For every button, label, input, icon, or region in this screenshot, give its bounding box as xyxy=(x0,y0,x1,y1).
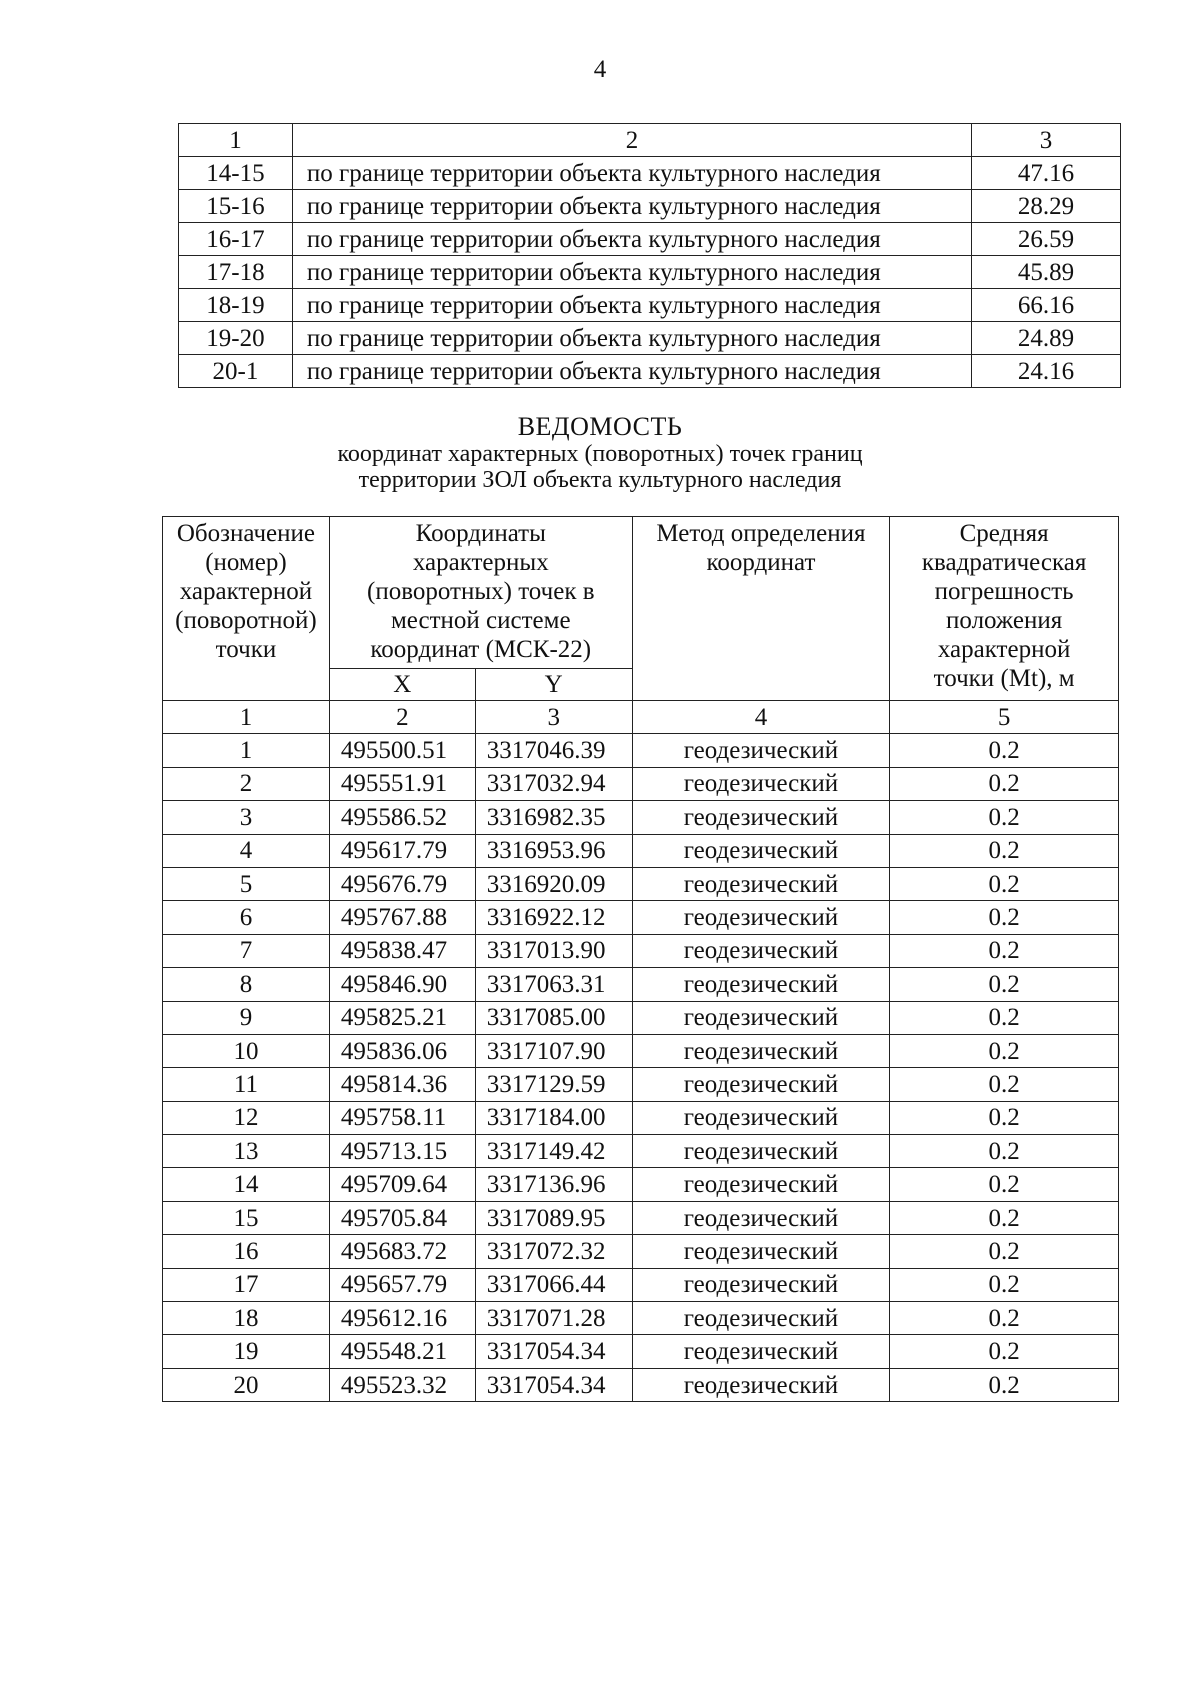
segment-id: 16-17 xyxy=(179,223,293,256)
coordinate-x: 495758.11 xyxy=(329,1101,475,1134)
segment-id: 19-20 xyxy=(179,322,293,355)
coordinate-x: 495586.52 xyxy=(329,801,475,834)
segments-header-row xyxy=(179,124,1121,157)
mean-square-error: 0.2 xyxy=(890,801,1119,834)
determination-method: геодезический xyxy=(632,1135,890,1168)
determination-method: геодезический xyxy=(632,934,890,967)
coordinate-row xyxy=(163,1001,1119,1034)
point-number: 2 xyxy=(163,767,330,800)
segment-row xyxy=(179,322,1121,355)
coordinate-y: 3317089.95 xyxy=(475,1201,632,1234)
mean-square-error: 0.2 xyxy=(890,901,1119,934)
mean-square-error: 0.2 xyxy=(890,1135,1119,1168)
point-number: 18 xyxy=(163,1302,330,1335)
coordinate-x: 495825.21 xyxy=(329,1001,475,1034)
mean-square-error: 0.2 xyxy=(890,934,1119,967)
coordinate-row xyxy=(163,867,1119,900)
coordinate-x: 495548.21 xyxy=(329,1335,475,1368)
coordinate-x: 495846.90 xyxy=(329,968,475,1001)
coordinate-x: 495767.88 xyxy=(329,901,475,934)
header-designation: Обозначение (номер) характерной (поворотной) точки xyxy=(163,517,330,701)
segment-row xyxy=(179,157,1121,190)
coordinate-y: 3317054.34 xyxy=(475,1368,632,1401)
coordinate-row xyxy=(163,1168,1119,1201)
mean-square-error: 0.2 xyxy=(890,1001,1119,1034)
coordinate-y: 3317136.96 xyxy=(475,1168,632,1201)
determination-method: геодезический xyxy=(632,1201,890,1234)
segment-description: по границе территории объекта культурного наследия xyxy=(292,322,971,355)
segment-description: по границе территории объекта культурного наследия xyxy=(292,223,971,256)
point-number: 3 xyxy=(163,801,330,834)
coordinate-row xyxy=(163,1335,1119,1368)
coordinate-y: 3317107.90 xyxy=(475,1034,632,1067)
point-number: 15 xyxy=(163,1201,330,1234)
segment-id: 14-15 xyxy=(179,157,293,190)
coordinate-row xyxy=(163,1201,1119,1234)
segment-length: 26.59 xyxy=(972,223,1121,256)
mean-square-error: 0.2 xyxy=(890,1168,1119,1201)
point-number: 10 xyxy=(163,1034,330,1067)
statement-title: ВЕДОМОСТЬ xyxy=(517,412,683,441)
coordinate-row xyxy=(163,767,1119,800)
coordinate-x: 495657.79 xyxy=(329,1268,475,1301)
mean-square-error: 0.2 xyxy=(890,1068,1119,1101)
coordinate-y: 3316922.12 xyxy=(475,901,632,934)
statement-subtitle-line-2: территории ЗОЛ объекта культурного наследия xyxy=(358,467,842,493)
segment-length: 24.16 xyxy=(972,355,1121,388)
column-number-4: 4 xyxy=(632,701,890,734)
segment-description: по границе территории объекта культурного наследия xyxy=(292,157,971,190)
column-number-1: 1 xyxy=(163,701,330,734)
segments-table xyxy=(178,123,1121,388)
header-x: X xyxy=(329,669,475,701)
coordinate-row xyxy=(163,1268,1119,1301)
coordinate-y: 3317129.59 xyxy=(475,1068,632,1101)
coordinate-y: 3317032.94 xyxy=(475,767,632,800)
coordinate-y: 3317063.31 xyxy=(475,968,632,1001)
coordinate-y: 3317085.00 xyxy=(475,1001,632,1034)
segment-description: по границе территории объекта культурного наследия xyxy=(292,190,971,223)
mean-square-error: 0.2 xyxy=(890,1302,1119,1335)
segment-id: 18-19 xyxy=(179,289,293,322)
coordinate-y: 3317184.00 xyxy=(475,1101,632,1134)
mean-square-error: 0.2 xyxy=(890,1335,1119,1368)
coordinate-x: 495500.51 xyxy=(329,734,475,767)
determination-method: геодезический xyxy=(632,834,890,867)
segment-length: 66.16 xyxy=(972,289,1121,322)
segment-row xyxy=(179,355,1121,388)
determination-method: геодезический xyxy=(632,1034,890,1067)
coordinate-y: 3317054.34 xyxy=(475,1335,632,1368)
segment-id: 17-18 xyxy=(179,256,293,289)
coordinate-x: 495709.64 xyxy=(329,1168,475,1201)
mean-square-error: 0.2 xyxy=(890,767,1119,800)
point-number: 8 xyxy=(163,968,330,1001)
determination-method: геодезический xyxy=(632,1068,890,1101)
segments-header-col-3: 3 xyxy=(972,124,1121,157)
point-number: 14 xyxy=(163,1168,330,1201)
mean-square-error: 0.2 xyxy=(890,1368,1119,1401)
mean-square-error: 0.2 xyxy=(890,834,1119,867)
segment-description: по границе территории объекта культурного наследия xyxy=(292,289,971,322)
coordinate-x: 495683.72 xyxy=(329,1235,475,1268)
coordinate-row xyxy=(163,1101,1119,1134)
coordinate-y: 3317066.44 xyxy=(475,1268,632,1301)
coordinate-row xyxy=(163,1368,1119,1401)
mean-square-error: 0.2 xyxy=(890,1201,1119,1234)
coordinate-y: 3317072.32 xyxy=(475,1235,632,1268)
coordinate-x: 495836.06 xyxy=(329,1034,475,1067)
segment-description: по границе территории объекта культурного наследия xyxy=(292,355,971,388)
coordinate-row xyxy=(163,801,1119,834)
mean-square-error: 0.2 xyxy=(890,1101,1119,1134)
point-number: 9 xyxy=(163,1001,330,1034)
segment-length: 28.29 xyxy=(972,190,1121,223)
coordinate-x: 495838.47 xyxy=(329,934,475,967)
coordinate-y: 3317013.90 xyxy=(475,934,632,967)
segment-row xyxy=(179,289,1121,322)
point-number: 7 xyxy=(163,934,330,967)
determination-method: геодезический xyxy=(632,1235,890,1268)
point-number: 19 xyxy=(163,1335,330,1368)
coordinate-row xyxy=(163,1068,1119,1101)
coordinate-y: 3317149.42 xyxy=(475,1135,632,1168)
segment-id: 20-1 xyxy=(179,355,293,388)
coordinate-x: 495617.79 xyxy=(329,834,475,867)
coordinates-table xyxy=(162,516,1119,1402)
header-coordinates: Координаты характерных (поворотных) точек в местной системе координат (МСК-22) xyxy=(329,517,632,669)
column-number-5: 5 xyxy=(890,701,1119,734)
coordinate-y: 3316920.09 xyxy=(475,867,632,900)
determination-method: геодезический xyxy=(632,734,890,767)
coordinate-y: 3316953.96 xyxy=(475,834,632,867)
coordinates-header-row xyxy=(163,517,1119,669)
determination-method: геодезический xyxy=(632,1335,890,1368)
determination-method: геодезический xyxy=(632,867,890,900)
point-number: 20 xyxy=(163,1368,330,1401)
segment-description: по границе территории объекта культурного наследия xyxy=(292,256,971,289)
determination-method: геодезический xyxy=(632,1368,890,1401)
determination-method: геодезический xyxy=(632,901,890,934)
coordinate-row xyxy=(163,1302,1119,1335)
header-y: Y xyxy=(475,669,632,701)
page-number: 4 xyxy=(593,56,607,83)
determination-method: геодезический xyxy=(632,801,890,834)
segment-row xyxy=(179,223,1121,256)
statement-subtitle-line-1: координат характерных (поворотных) точек границ xyxy=(337,441,863,467)
coordinate-row xyxy=(163,1135,1119,1168)
mean-square-error: 0.2 xyxy=(890,968,1119,1001)
coordinate-x: 495814.36 xyxy=(329,1068,475,1101)
segments-header-col-2: 2 xyxy=(292,124,971,157)
coordinate-row xyxy=(163,1235,1119,1268)
mean-square-error: 0.2 xyxy=(890,1268,1119,1301)
determination-method: геодезический xyxy=(632,968,890,1001)
coordinate-row xyxy=(163,1034,1119,1067)
determination-method: геодезический xyxy=(632,1168,890,1201)
segment-length: 24.89 xyxy=(972,322,1121,355)
coordinate-y: 3317071.28 xyxy=(475,1302,632,1335)
coordinate-x: 495713.15 xyxy=(329,1135,475,1168)
header-method: Метод определения координат xyxy=(632,517,890,701)
determination-method: геодезический xyxy=(632,1268,890,1301)
determination-method: геодезический xyxy=(632,1302,890,1335)
coordinate-x: 495676.79 xyxy=(329,867,475,900)
point-number: 17 xyxy=(163,1268,330,1301)
point-number: 1 xyxy=(163,734,330,767)
coordinate-y: 3317046.39 xyxy=(475,734,632,767)
point-number: 4 xyxy=(163,834,330,867)
coordinate-x: 495523.32 xyxy=(329,1368,475,1401)
mean-square-error: 0.2 xyxy=(890,1235,1119,1268)
point-number: 11 xyxy=(163,1068,330,1101)
point-number: 6 xyxy=(163,901,330,934)
coordinate-y: 3316982.35 xyxy=(475,801,632,834)
segment-length: 47.16 xyxy=(972,157,1121,190)
coordinate-row xyxy=(163,834,1119,867)
column-number-2: 2 xyxy=(329,701,475,734)
point-number: 13 xyxy=(163,1135,330,1168)
coordinate-row xyxy=(163,901,1119,934)
determination-method: геодезический xyxy=(632,1001,890,1034)
point-number: 16 xyxy=(163,1235,330,1268)
header-error: Средняя квадратическая погрешность положения характерной точки (Mt), м xyxy=(890,517,1119,701)
coordinate-x: 495705.84 xyxy=(329,1201,475,1234)
mean-square-error: 0.2 xyxy=(890,734,1119,767)
point-number: 12 xyxy=(163,1101,330,1134)
segment-row xyxy=(179,190,1121,223)
coordinates-column-numbers-row xyxy=(163,701,1119,734)
coordinate-row xyxy=(163,968,1119,1001)
mean-square-error: 0.2 xyxy=(890,867,1119,900)
segment-id: 15-16 xyxy=(179,190,293,223)
coordinate-x: 495612.16 xyxy=(329,1302,475,1335)
coordinate-x: 495551.91 xyxy=(329,767,475,800)
segment-length: 45.89 xyxy=(972,256,1121,289)
point-number: 5 xyxy=(163,867,330,900)
coordinate-row xyxy=(163,734,1119,767)
mean-square-error: 0.2 xyxy=(890,1034,1119,1067)
column-number-3: 3 xyxy=(475,701,632,734)
segment-row xyxy=(179,256,1121,289)
determination-method: геодезический xyxy=(632,767,890,800)
coordinate-row xyxy=(163,934,1119,967)
determination-method: геодезический xyxy=(632,1101,890,1134)
segments-header-col-1: 1 xyxy=(179,124,293,157)
